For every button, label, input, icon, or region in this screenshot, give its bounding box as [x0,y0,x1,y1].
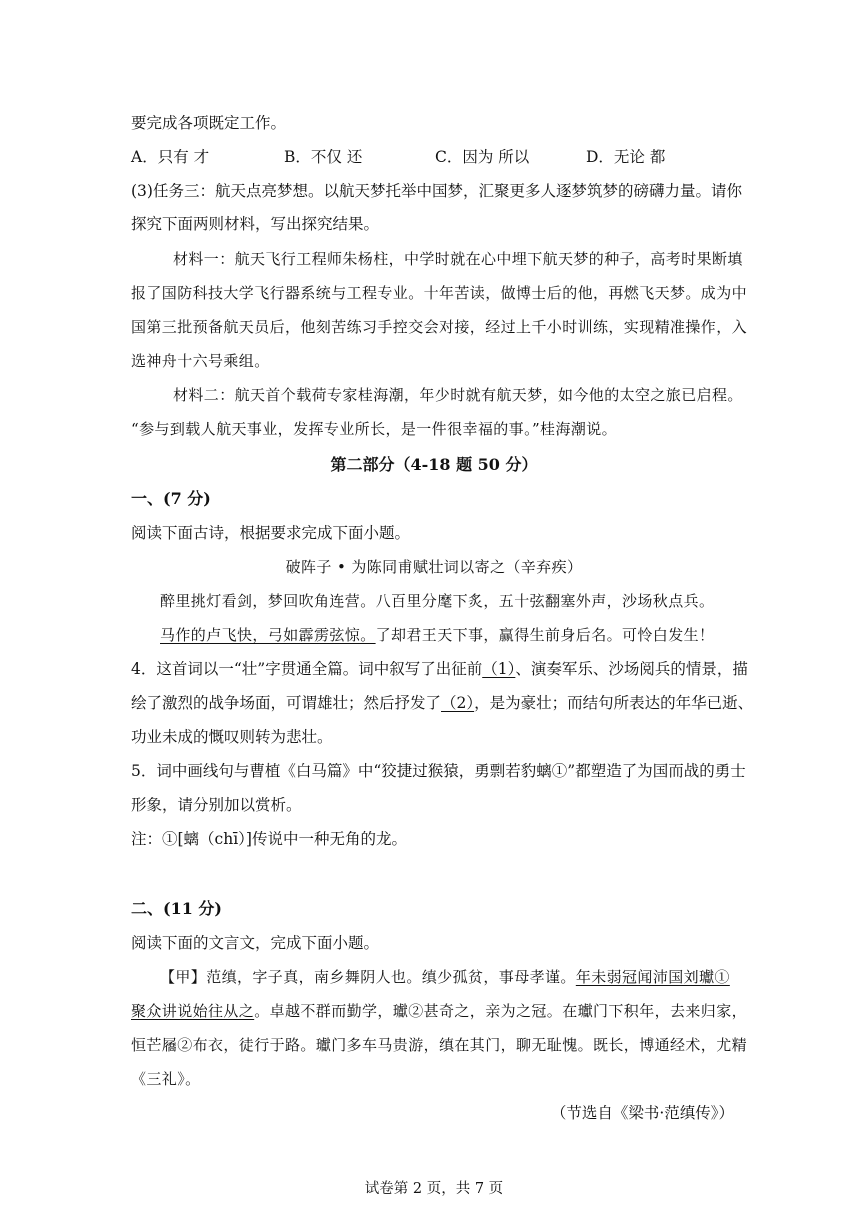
section2-intro: 阅读下面的文言文，完成下面小题。 [131,934,380,952]
poem-line-2 [160,624,714,646]
material1-line-1: 材料一：航天飞行工程师朱杨柱，中学时就在心中埋下航天梦的种子，高考时果断填 [173,250,743,268]
q4-text-c: 绘了激烈的战争场面，可谓雄壮；然后抒发了 [131,694,442,712]
material2-line-2: “参与到载人航天事业，发挥专业所长，是一件很幸福的事。”桂海潮说。 [131,420,618,438]
option-a: A．只有 才 [131,148,210,166]
task3-line-2: 探究下面两则材料，写出探究结果。 [131,215,380,233]
passage-jia-line-3: 恒芒屩②布衣，徒行于路。瓛门多车马贵游，缜在其门，聊无耻愧。既长，博通经术，尤精 [131,1036,748,1054]
section1-heading: 一、(7 分) [131,489,211,508]
poem-line-1: 醉里挑灯看剑，梦回吹角连营。八百里分麾下炙，五十弦翻塞外声，沙场秋点兵。 [160,592,715,610]
poem-title: 破阵子 • 为陈同甫赋壮词以寄之（辛弃疾） [285,558,583,576]
poem-underlined-line: 马作的卢飞快，弓如霹雳弦惊。 [160,626,376,644]
section1-intro: 阅读下面古诗，根据要求完成下面小题。 [131,524,411,542]
jia-text-a: 【甲】范缜，字子真，南乡舞阴人也。缜少孤贫，事母孝谨。 [160,968,576,986]
page-footer: 试卷第 2 页，共 7 页 [364,1181,504,1197]
continuation-line: 要完成各项既定工作。 [131,114,287,132]
jia-underlined-a: 年未弱冠闻沛国刘瓛① [575,968,730,986]
material1-line-3: 国第三批预备航天员后，他刻苦练习手控交会对接，经过上千小时训练，实现精准操作，入 [131,318,748,336]
q4-text-b: 、演奏军乐、沙场阅兵的情景，描 [515,660,748,678]
annotation-note: 注：①[螭（chī）]传说中一种无角的龙。 [131,830,407,848]
material1-line-4: 选神舟十六号乘组。 [131,352,270,370]
question-4-line-3: 功业未成的慨叹则转为悲壮。 [131,728,333,746]
passage-source: （节选自《梁书·范缜传》） [550,1104,734,1122]
question-5-line-2: 形象，请分别加以赏析。 [131,796,302,814]
part2-title: 第二部分（4-18 题 50 分） [330,455,538,474]
option-c: C．因为 所以 [435,148,530,166]
task3-line-1: (3)任务三：航天点亮梦想。以航天梦托举中国梦，汇聚更多人逐梦筑梦的磅礴力量。请你 [131,182,742,200]
q4-text-a: 4．这首词以一“壮”字贯通全篇。词中叙写了出征前 [131,660,483,678]
passage-jia-line-1 [160,966,730,988]
q4-text-d: ，是为豪壮；而结句所表达的年华已逝、 [474,694,754,712]
passage-jia-line-4: 《三礼》。 [131,1070,201,1088]
jia-underlined-b: 聚众讲说始往从之 [131,1002,255,1020]
material1-line-2: 报了国防科技大学飞行器系统与工程专业。十年苦读，做博士后的他，再燃飞天梦。成为中 [131,284,748,302]
poem-line-2-rest: 了却君王天下事，赢得生前身后名。可怜白发生！ [375,626,715,644]
q4-blank-1: （1） [482,660,516,678]
material2-line-1: 材料二：航天首个载荷专家桂海潮，年少时就有航天梦，如今他的太空之旅已启程。 [173,386,743,404]
question-4-line-1 [131,658,748,680]
option-b: B．不仅 还 [284,148,363,166]
jia-text-b: 。卓越不群而勤学，瓛②甚奇之，亲为之冠。在瓛门下积年，去来归家， [254,1002,748,1020]
passage-jia-line-2 [131,1000,747,1022]
question-4-line-2 [131,692,753,714]
section2-heading: 二、(11 分) [131,899,222,918]
question-5-line-1: 5．词中画线句与曹植《白马篇》中“狡捷过猴猿，勇剽若豹螭①”都塑造了为国而战的勇士 [131,762,746,780]
q4-blank-2: （2） [441,694,475,712]
option-d: D．无论 都 [586,148,666,166]
